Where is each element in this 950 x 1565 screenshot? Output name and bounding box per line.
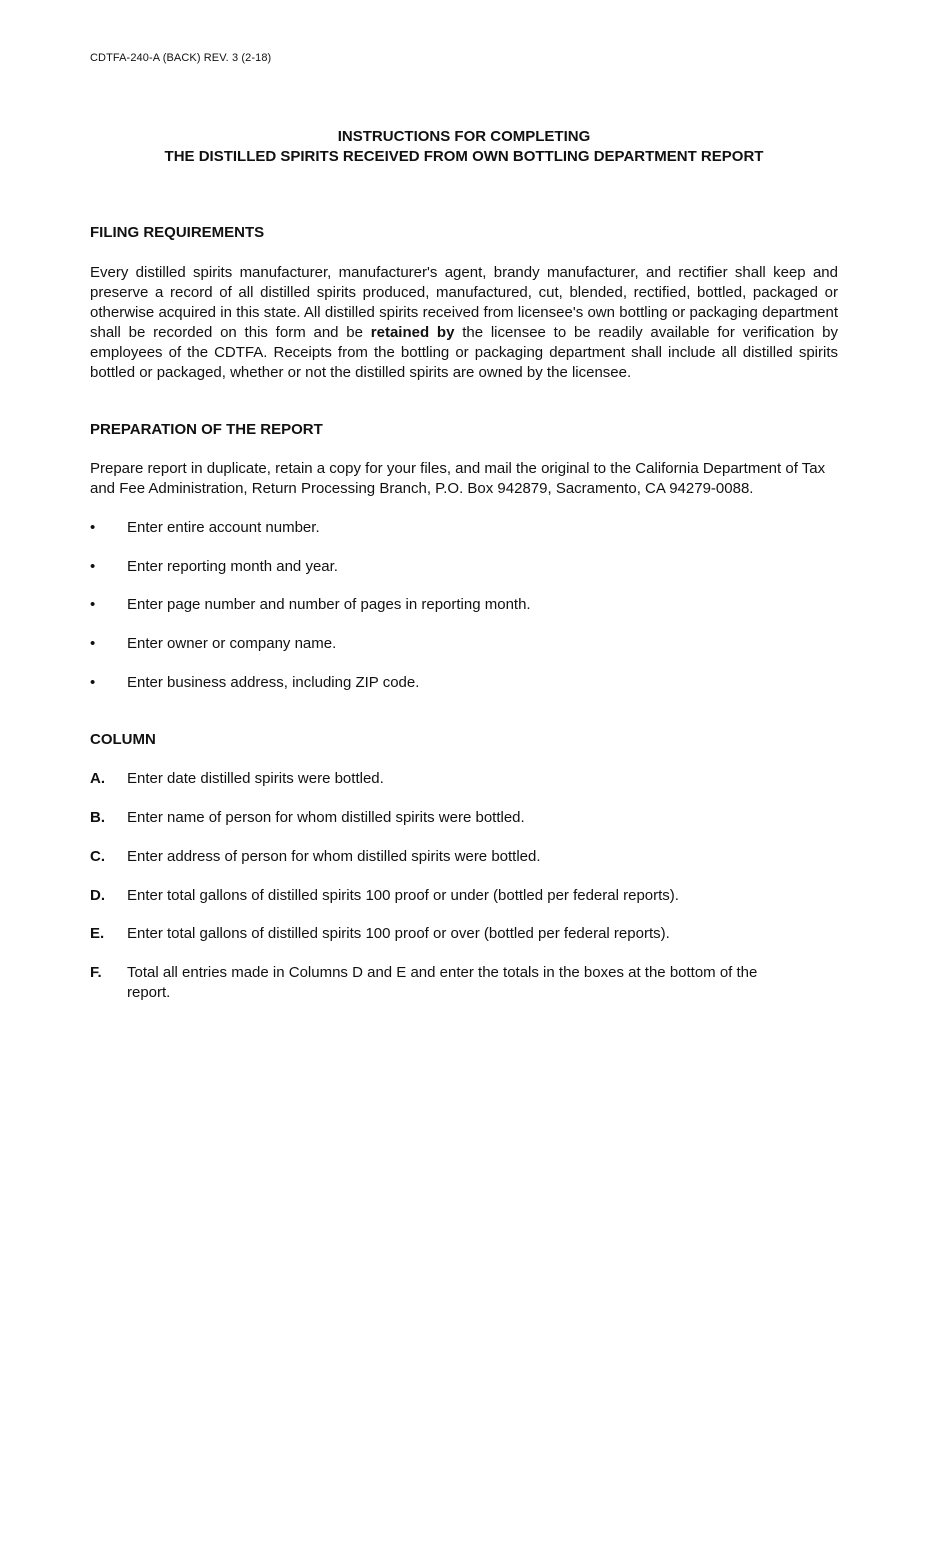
preparation-heading: PREPARATION OF THE REPORT xyxy=(90,421,323,438)
bullet-marker: • xyxy=(90,596,96,613)
column-letter: B. xyxy=(90,809,105,826)
bullet-text: Enter entire account number. xyxy=(127,519,320,536)
filing-requirements-heading: FILING REQUIREMENTS xyxy=(90,224,265,241)
column-letter: A. xyxy=(90,770,105,787)
preparation-paragraph: Prepare report in duplicate, retain a copy for your files, and mail the original to the California Department of Tax and Fee Administration, Return Processing Branch, P.O. Box 942879, Sacramento, CA 94279-0088. xyxy=(90,460,826,497)
bullet-marker: • xyxy=(90,674,96,691)
filing-text-bold: retained by xyxy=(370,324,455,341)
column-text: Enter date distilled spirits were bottled. xyxy=(127,770,384,787)
bullet-marker: • xyxy=(90,558,96,575)
bullet-marker: • xyxy=(90,635,96,652)
column-letter: D. xyxy=(90,887,105,904)
column-heading: COLUMN xyxy=(90,731,156,748)
column-text: Total all entries made in Columns D and E and enter the totals in the boxes at the bottom of the report. xyxy=(127,964,758,1001)
bullet-text: Enter business address, including ZIP code. xyxy=(127,674,420,691)
column-text: Enter total gallons of distilled spirits 100 proof or over (bottled per federal reports). xyxy=(127,925,670,942)
bullet-text: Enter page number and number of pages in reporting month. xyxy=(127,596,531,613)
bullet-text: Enter owner or company name. xyxy=(127,635,337,652)
column-letter: E. xyxy=(90,925,105,942)
filing-requirements-paragraph xyxy=(90,263,838,383)
column-text: Enter address of person for whom distilled spirits were bottled. xyxy=(127,848,541,865)
page-title-line-1: INSTRUCTIONS FOR COMPLETING xyxy=(337,128,591,145)
column-letter: C. xyxy=(90,848,105,865)
column-text: Enter total gallons of distilled spirits 100 proof or under (bottled per federal reports). xyxy=(127,887,679,904)
bullet-text: Enter reporting month and year. xyxy=(127,558,338,575)
bullet-marker: • xyxy=(90,519,96,536)
filing-text-part-2: the licensee to be readily available for verification by employees of the CDTFA. Receipts from the bottling or packaging department shall include all distilled spirits bottled or packaged, whether or not the distilled spirits are owned by the licensee. xyxy=(90,324,839,381)
column-letter: F. xyxy=(90,964,102,981)
filing-text-part-1: Every distilled spirits manufacturer, manufacturer's agent, brandy manufacturer, and rectifier shall keep and preserve a record of all distilled spirits produced, manufactured, cut, blended, rectified, bottled, packaged or otherwise acquired in this state. All distilled spirits received from licensee's own bottling or packaging department shall be recorded on this form and be xyxy=(90,264,838,341)
column-text: Enter name of person for whom distilled spirits were bottled. xyxy=(127,809,525,826)
page-title-line-2: THE DISTILLED SPIRITS RECEIVED FROM OWN BOTTLING DEPARTMENT REPORT xyxy=(164,148,764,165)
form-id: CDTFA-240-A (BACK) REV. 3 (2-18) xyxy=(90,52,272,64)
